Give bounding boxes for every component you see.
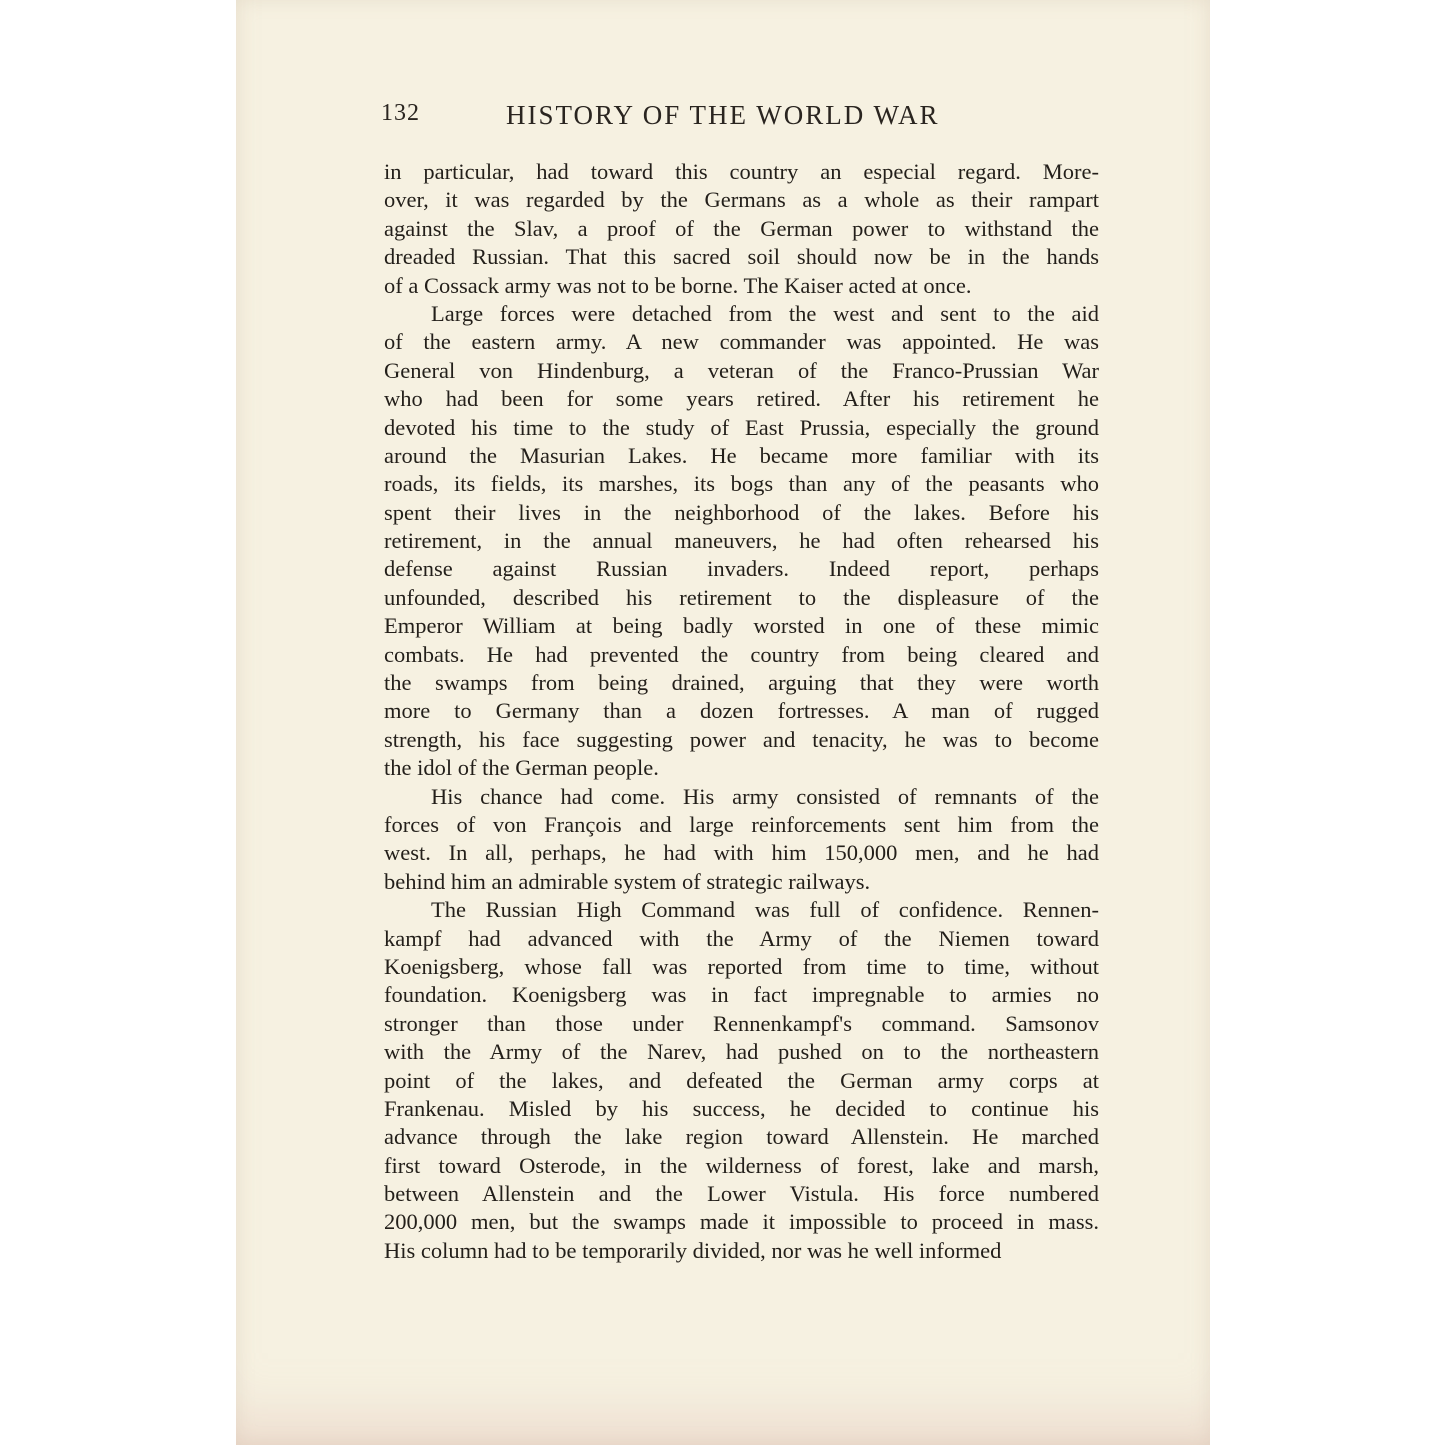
text-line: 200,000 men, but the swamps made it impossible to proceed in mass. bbox=[384, 1209, 1099, 1235]
text-line: retirement, in the annual maneuvers, he had often rehearsed his bbox=[384, 528, 1099, 554]
text-line: devoted his time to the study of East Prussia, especially the ground bbox=[384, 414, 1099, 440]
text-line: Frankenau. Misled by his success, he decided to continue his bbox=[384, 1095, 1099, 1121]
text-line: west. In all, perhaps, he had with him 150,000 men, and he had bbox=[384, 840, 1099, 866]
paragraph bbox=[384, 896, 1099, 1265]
text-line: of the eastern army. A new commander was appointed. He was bbox=[384, 329, 1099, 355]
text-line: against the Slav, a proof of the German power to withstand the bbox=[384, 215, 1099, 241]
paragraph bbox=[384, 158, 1099, 300]
text-line: roads, its fields, its marshes, its bogs than any of the peasants who bbox=[384, 471, 1099, 497]
text-line: behind him an admirable system of strategic railways. bbox=[384, 868, 871, 894]
text-line: foundation. Koenigsberg was in fact impregnable to armies no bbox=[384, 982, 1099, 1008]
text-line: Emperor William at being badly worsted in one of these mimic bbox=[384, 613, 1099, 639]
page-header bbox=[381, 100, 1101, 140]
text-line: Large forces were detached from the west and sent to the aid bbox=[431, 300, 1099, 326]
text-line: of a Cossack army was not to be borne. The Kaiser acted at once. bbox=[384, 272, 972, 298]
text-line: with the Army of the Narev, had pushed on to the northeastern bbox=[384, 1039, 1099, 1065]
text-line: combats. He had prevented the country from being cleared and bbox=[384, 641, 1099, 667]
text-line: who had been for some years retired. After his retirement he bbox=[384, 386, 1099, 412]
running-title: HISTORY OF THE WORLD WAR bbox=[506, 100, 940, 130]
text-line: over, it was regarded by the Germans as a whole as their rampart bbox=[384, 187, 1099, 213]
text-line: first toward Osterode, in the wilderness of forest, lake and marsh, bbox=[384, 1152, 1099, 1178]
book-page bbox=[236, 0, 1210, 1445]
text-line: spent their lives in the neighborhood of the lakes. Before his bbox=[384, 499, 1099, 525]
text-line: defense against Russian invaders. Indeed report, perhaps bbox=[384, 556, 1099, 582]
text-line: His chance had come. His army consisted of remnants of the bbox=[431, 783, 1099, 809]
text-line: in particular, had toward this country an especial regard. More- bbox=[384, 159, 1099, 184]
text-line: forces of von François and large reinforcements sent him from the bbox=[384, 811, 1099, 837]
text-line: stronger than those under Rennenkampf's command. Samsonov bbox=[384, 1010, 1099, 1036]
page-number: 132 bbox=[381, 100, 420, 126]
paragraph bbox=[384, 300, 1099, 783]
text-line: The Russian High Command was full of confidence. Rennen- bbox=[431, 897, 1099, 923]
text-line: point of the lakes, and defeated the German army corps at bbox=[384, 1067, 1099, 1093]
text-line: His column had to be temporarily divided, nor was he well informed bbox=[384, 1237, 1002, 1263]
text-line: General von Hindenburg, a veteran of the Franco-Prussian War bbox=[384, 357, 1099, 383]
text-line: dreaded Russian. That this sacred soil should now be in the hands bbox=[384, 244, 1099, 270]
text-line: Koenigsberg, whose fall was reported from time to time, without bbox=[384, 953, 1099, 979]
text-line: unfounded, described his retirement to the displeasure of the bbox=[384, 584, 1099, 610]
text-line: around the Masurian Lakes. He became more familiar with its bbox=[384, 442, 1099, 468]
text-line: the swamps from being drained, arguing that they were worth bbox=[384, 670, 1099, 696]
text-line: advance through the lake region toward Allenstein. He marched bbox=[384, 1124, 1099, 1150]
text-line: the idol of the German people. bbox=[384, 755, 659, 781]
text-line: between Allenstein and the Lower Vistula. His force numbered bbox=[384, 1181, 1099, 1207]
text-line: strength, his face suggesting power and tenacity, he was to become bbox=[384, 726, 1099, 752]
body-text bbox=[384, 158, 1099, 1265]
text-line: kampf had advanced with the Army of the Niemen toward bbox=[384, 925, 1099, 951]
text-line: more to Germany than a dozen fortresses. A man of rugged bbox=[384, 698, 1099, 724]
paragraph bbox=[384, 783, 1099, 897]
